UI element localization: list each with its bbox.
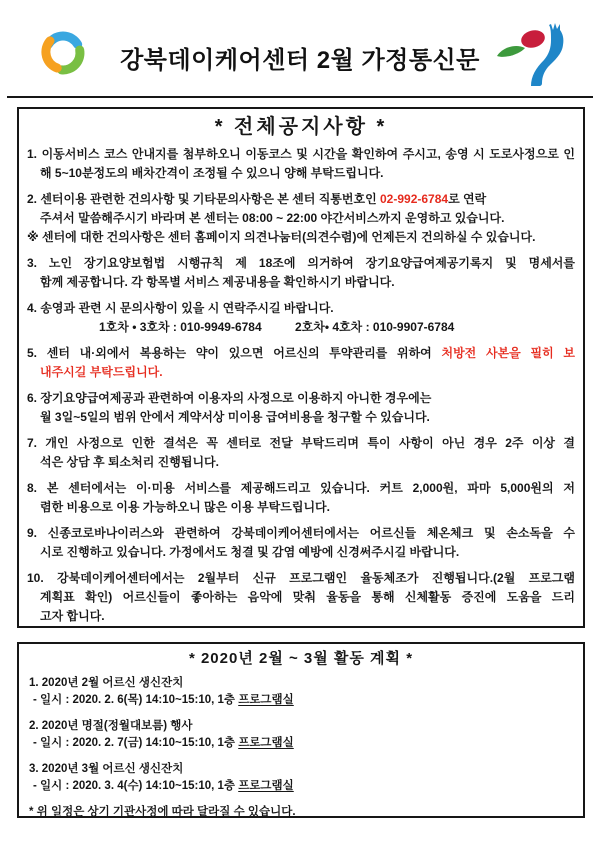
text-segment: 2. 2020년 명절(정월대보름) 행사 xyxy=(29,720,193,732)
notice-line xyxy=(27,524,575,543)
notice-line xyxy=(27,569,575,588)
header-divider xyxy=(7,96,593,98)
plan-entry xyxy=(29,761,573,794)
notice-item xyxy=(27,524,575,562)
notice-item xyxy=(27,569,575,626)
notice-line xyxy=(27,299,575,318)
notice-line xyxy=(27,254,575,273)
text-segment: 10. 강북데이케어센터에서는 2월부터 신규 프로그램인 율동체조가 진행됩니다.(2월 프로그램 xyxy=(27,571,575,585)
notice-items xyxy=(27,145,575,626)
notice-line xyxy=(27,389,575,408)
plan-entry xyxy=(29,675,573,708)
plan-line xyxy=(29,675,573,692)
notice-item xyxy=(27,389,575,427)
plan-line xyxy=(29,778,573,795)
notice-item xyxy=(27,434,575,472)
text-segment: 1. 2020년 2월 어르신 생신잔치 xyxy=(29,677,184,689)
underlined-text: 프로그램실 xyxy=(238,693,294,706)
highlight-red-text: 처방전 사본을 필히 보 xyxy=(441,346,575,360)
notice-item xyxy=(27,344,575,382)
text-segment: 5. 센터 내·외에서 복용하는 약이 있으면 어르신의 투약관리를 위하여 xyxy=(27,346,442,360)
plan-section xyxy=(17,642,585,818)
plan-line xyxy=(29,692,573,709)
text-segment: 월 3일~5일의 범위 안에서 계약서상 미이용 급여비용을 청구할 수 있습니다. xyxy=(40,410,430,424)
underlined-text: 프로그램실 xyxy=(238,779,294,792)
notice-item xyxy=(27,190,575,247)
text-segment: 7. 개인 사정으로 인한 결석은 꼭 센터로 전달 부탁드리며 특이 사항이 아닌 경우 2주 이상 결 xyxy=(27,436,575,450)
notice-line xyxy=(27,145,575,164)
notice-line xyxy=(27,228,575,247)
notice-line xyxy=(27,453,575,472)
text-segment: 시로 진행하고 있습니다. 가정에서도 청결 및 감염 예방에 신경써주시길 바랍니다. xyxy=(40,545,460,559)
text-segment: - 일시 : 2020. 3. 4(수) 14:10~15:10, 1층 xyxy=(33,779,239,792)
highlight-red-text: 내주시길 부탁드립니다. xyxy=(40,365,163,379)
text-segment: 3. 노인 장기요양보험법 시행규칙 제 18조에 의거하여 장기요양급여제공기록지 및 명세서를 xyxy=(27,256,575,270)
header xyxy=(0,0,600,96)
notice-line xyxy=(27,434,575,453)
text-segment: 1. 이동서비스 코스 안내지를 첨부하오니 이동코스 및 시간을 확인하여 주시고, 송영 시 도로사정으로 인 xyxy=(27,147,575,161)
plan-entries xyxy=(29,675,573,794)
text-segment: 주셔서 말씀해주시기 바라며 본 센터는 08:00 ~ 22:00 야간서비스까지 운영하고 있습니다. xyxy=(40,211,505,225)
notice-line xyxy=(27,479,575,498)
notice-item xyxy=(27,479,575,517)
text-segment: 4. 송영과 관련 시 문의사항이 있을 시 연락주시길 바랍니다. xyxy=(27,301,334,315)
plan-title: * 2020년 2월 ~ 3월 활동 계획 * xyxy=(188,650,414,667)
gangbuk-district-logo-icon xyxy=(494,22,568,88)
notice-title: * 전체공지사항 * xyxy=(214,116,388,138)
text-segment: ※ 센터에 대한 건의사항은 센터 홈페이지 의견나눔터(의견수렴)에 언제든지 건의하실 수 있습니다. xyxy=(27,230,536,244)
underlined-text: 프로그램실 xyxy=(238,736,294,749)
plan-note-line xyxy=(29,804,573,818)
plan-note xyxy=(29,804,573,818)
underlined-text: * 위 일정은 상기 기관사정에 따라 달라질 수 있습니다. xyxy=(29,806,296,818)
plan-line xyxy=(29,718,573,735)
notice-line xyxy=(27,543,575,562)
text-segment: 9. 신종코로바나이러스와 관련하여 강북데이케어센터에서는 어르신들 체온체크 및 손소독을 수 xyxy=(27,526,575,540)
notice-line xyxy=(27,588,575,607)
notice-line xyxy=(27,498,575,517)
notice-item xyxy=(27,254,575,292)
text-segment: 3. 2020년 3월 어르신 생신잔치 xyxy=(29,763,184,775)
notice-line xyxy=(27,607,575,626)
text-segment: 6. 장기요양급여제공과 관련하여 이용자의 사정으로 이용하지 아니한 경우에는 xyxy=(27,391,432,405)
text-segment: 계획표 확인) 어르신들이 좋아하는 음악에 맞춰 율동을 통해 신체활동 증진에 도움을 드리 xyxy=(40,590,575,604)
notice-item xyxy=(27,145,575,183)
notice-line xyxy=(27,408,575,427)
highlight-red-text: 02-992-6784 xyxy=(380,192,449,206)
notice-section xyxy=(17,107,585,628)
text-segment: 함께 제공합니다. 각 항목별 서비스 제공내용을 확인하시기 바랍니다. xyxy=(40,275,395,289)
notice-item xyxy=(27,299,575,337)
text-segment: 로 연락 xyxy=(448,192,487,206)
notice-line xyxy=(27,344,575,363)
page-title: 강북데이케어센터 2월 가정통신문 xyxy=(120,47,480,74)
notice-line xyxy=(27,273,575,292)
text-segment: 1호차 • 3호차 : 010-9949-6784 2호차• 4호차 : 010-9907-6784 xyxy=(99,320,455,334)
notice-line xyxy=(27,209,575,228)
text-segment: 렴한 비용으로 이용 가능하오니 많은 이용 부탁드립니다. xyxy=(40,500,330,514)
text-segment: - 일시 : 2020. 2. 6(목) 14:10~15:10, 1층 xyxy=(33,693,239,706)
text-segment: 석은 상담 후 퇴소처리 진행됩니다. xyxy=(40,455,219,469)
text-segment: 고자 합니다. xyxy=(40,609,105,623)
text-segment: 해 5~10분정도의 배차간격이 조정될 수 있으니 양해 부탁드립니다. xyxy=(40,166,384,180)
plan-line xyxy=(29,735,573,752)
plan-entry xyxy=(29,718,573,751)
notice-line xyxy=(27,363,575,382)
text-segment: - 일시 : 2020. 2. 7(금) 14:10~15:10, 1층 xyxy=(33,736,239,749)
notice-line xyxy=(27,190,575,209)
notice-line xyxy=(27,164,575,183)
plan-line xyxy=(29,761,573,778)
text-segment: 8. 본 센터에서는 이·미용 서비스를 제공해드리고 있습니다. 커트 2,000원, 파마 5,000원의 저 xyxy=(27,481,575,495)
notice-line xyxy=(27,318,575,337)
text-segment: 2. 센터이용 관련한 건의사항 및 기타문의사항은 본 센터 직통번호인 xyxy=(27,192,380,206)
